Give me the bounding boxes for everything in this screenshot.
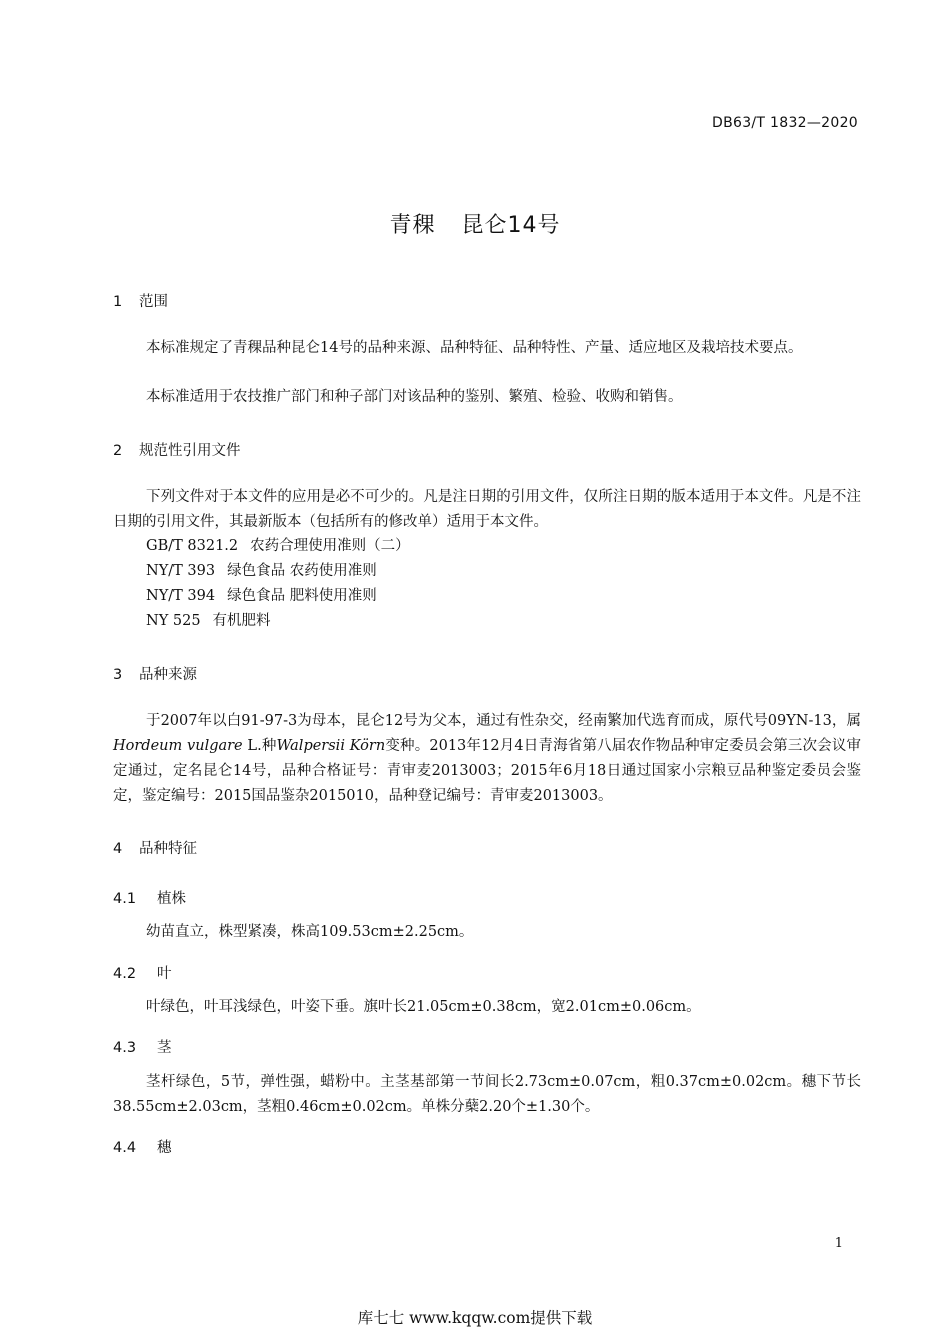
subsection-heading-spike	[113, 1136, 172, 1157]
leaf-paragraph: 叶绿色，叶耳浅绿色，叶姿下垂。旗叶长21.05cm±0.38cm，宽2.01cm±0.06cm。	[146, 999, 701, 1015]
scope-paragraph-1: 本标准规定了青稞品种昆仑14号的品种来源、品种特征、品种特性、产量、适应地区及栽培技术要点。	[146, 340, 803, 356]
title-crop: 青稞	[389, 213, 436, 238]
scope-paragraph-2: 本标准适用于农技推广部门和种子部门对该品种的鉴别、繁殖、检验、收购和销售。	[146, 389, 683, 405]
subsection-title: 植株	[157, 891, 186, 907]
title-variety: 昆仑14号	[461, 213, 561, 238]
species-name: Hordeum vulgare	[113, 738, 243, 754]
reference-item	[146, 534, 410, 559]
section-number: 1	[113, 294, 123, 310]
section-number: 4	[113, 841, 123, 857]
section-number: 3	[113, 667, 123, 683]
reference-item	[146, 584, 377, 609]
reference-title: 农药合理使用准则（二）	[250, 538, 410, 554]
page-number: 1	[834, 1236, 843, 1251]
origin-text-3: 变种。2013年12月4日青海省第八届农作物品种审定委员会第三次会议审定通过，定名昆仑14号，品种合格证号：青审麦2013003；2015年6月18日通过国家小宗粮豆品种鉴定委员会鉴定，鉴定编号：2015国品鉴杂2015010，品种登记编号：青审麦2013003。	[113, 738, 861, 804]
subsection-number: 4.4	[113, 1140, 137, 1156]
subsection-title: 穗	[157, 1140, 172, 1156]
section-title: 规范性引用文件	[139, 443, 241, 459]
variety-origin-paragraph	[113, 709, 861, 809]
origin-text-2: L.种	[242, 738, 277, 754]
section-heading-normative-references	[113, 439, 241, 460]
section-heading-scope	[113, 290, 168, 311]
reference-code: NY 525	[146, 613, 201, 629]
section-title: 范围	[139, 294, 168, 310]
section-title: 品种来源	[139, 667, 197, 683]
references-intro: 下列文件对于本文件的应用是必不可少的。凡是注日期的引用文件，仅所注日期的版本适用于本文件。凡是不注日期的引用文件，其最新版本（包括所有的修改单）适用于本文件。	[113, 489, 861, 530]
reference-title: 绿色食品 农药使用准则	[227, 563, 377, 579]
section-heading-variety-characteristics	[113, 837, 197, 858]
reference-item	[146, 559, 377, 584]
subsection-heading-leaf	[113, 962, 172, 983]
document-title	[0, 208, 950, 239]
reference-code: NY/T 393	[146, 563, 216, 579]
subsection-title: 茎	[157, 1040, 172, 1056]
reference-title: 有机肥料	[212, 613, 271, 629]
reference-title: 绿色食品 肥料使用准则	[227, 588, 377, 604]
standard-code: DB63/T 1832—2020	[712, 115, 858, 131]
subsection-number: 4.3	[113, 1040, 137, 1056]
section-number: 2	[113, 443, 123, 459]
subsection-title: 叶	[157, 966, 172, 982]
subsection-number: 4.2	[113, 966, 137, 982]
stem-paragraph: 茎杆绿色，5节，弹性强，蜡粉中。主茎基部第一节间长2.73cm±0.07cm，粗0.37cm±0.02cm。穗下节长38.55cm±2.03cm，茎粗0.46cm±0.02cm。单株分蘖2.20个±1.30个。	[113, 1074, 861, 1115]
reference-code: NY/T 394	[146, 588, 216, 604]
origin-text-1: 于2007年以白91-97-3为母本，昆仑12号为父本，通过有性杂交，经南繁加代选育而成，原代号09YN-13，属	[146, 713, 861, 729]
subsection-heading-plant	[113, 887, 186, 908]
subspecies-name: Walpersii Körn	[276, 738, 386, 754]
section-title: 品种特征	[139, 841, 197, 857]
subsection-heading-stem	[113, 1036, 172, 1057]
section-heading-variety-origin	[113, 663, 197, 684]
plant-paragraph: 幼苗直立，株型紧凑，株高109.53cm±2.25cm。	[146, 924, 474, 940]
reference-code: GB/T 8321.2	[146, 538, 239, 554]
download-footer: 库七七 www.kqqw.com提供下载	[357, 1309, 593, 1327]
subsection-number: 4.1	[113, 891, 137, 907]
reference-item	[146, 609, 271, 634]
